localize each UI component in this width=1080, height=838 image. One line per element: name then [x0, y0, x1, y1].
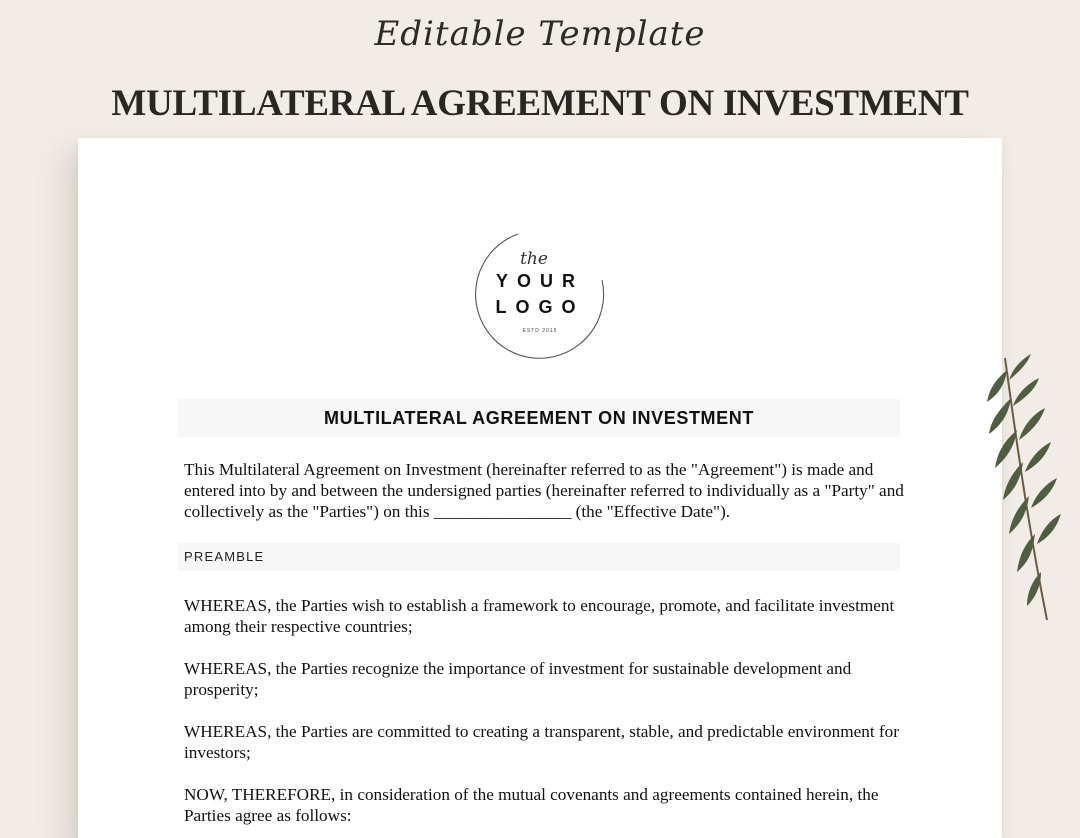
- logo-script-text: the: [520, 249, 548, 269]
- document-heading: MULTILATERAL AGREEMENT ON INVESTMENT: [324, 408, 754, 428]
- whereas-paragraph-1: WHEREAS, the Parties wish to establish a framework to encourage, promote, and facilitate investment among their respective countries;: [184, 596, 895, 636]
- page-title: MULTILATERAL AGREEMENT ON INVESTMENT: [111, 83, 969, 124]
- intro-paragraph: This Multilateral Agreement on Investment (hereinafter referred to as the "Agreement") is made and entered into by and between the undersigned parties (hereinafter referred to individually as a "Party" and collectively as the "Parties") on this ________________ (the "Effective Date").: [184, 460, 904, 521]
- section-label: PREAMBLE: [184, 549, 265, 564]
- logo-line-1: YOUR: [495, 271, 585, 291]
- logo-tagline: ESTD 2015: [522, 328, 558, 334]
- logo-line-2: LOGO: [495, 297, 585, 317]
- now-therefore-paragraph: NOW, THEREFORE, in consideration of the mutual covenants and agreements contained herein, the Parties agree as follows:: [184, 785, 879, 825]
- script-title: Editable Template: [374, 14, 706, 54]
- whereas-paragraph-3: WHEREAS, the Parties are committed to creating a transparent, stable, and predictable environment for investors;: [184, 722, 899, 762]
- rosemary-sprig-icon: [975, 350, 1075, 630]
- logo: [468, 224, 610, 366]
- whereas-paragraph-2: WHEREAS, the Parties recognize the importance of investment for sustainable development and prosperity;: [184, 659, 852, 699]
- section-bar: [178, 543, 900, 571]
